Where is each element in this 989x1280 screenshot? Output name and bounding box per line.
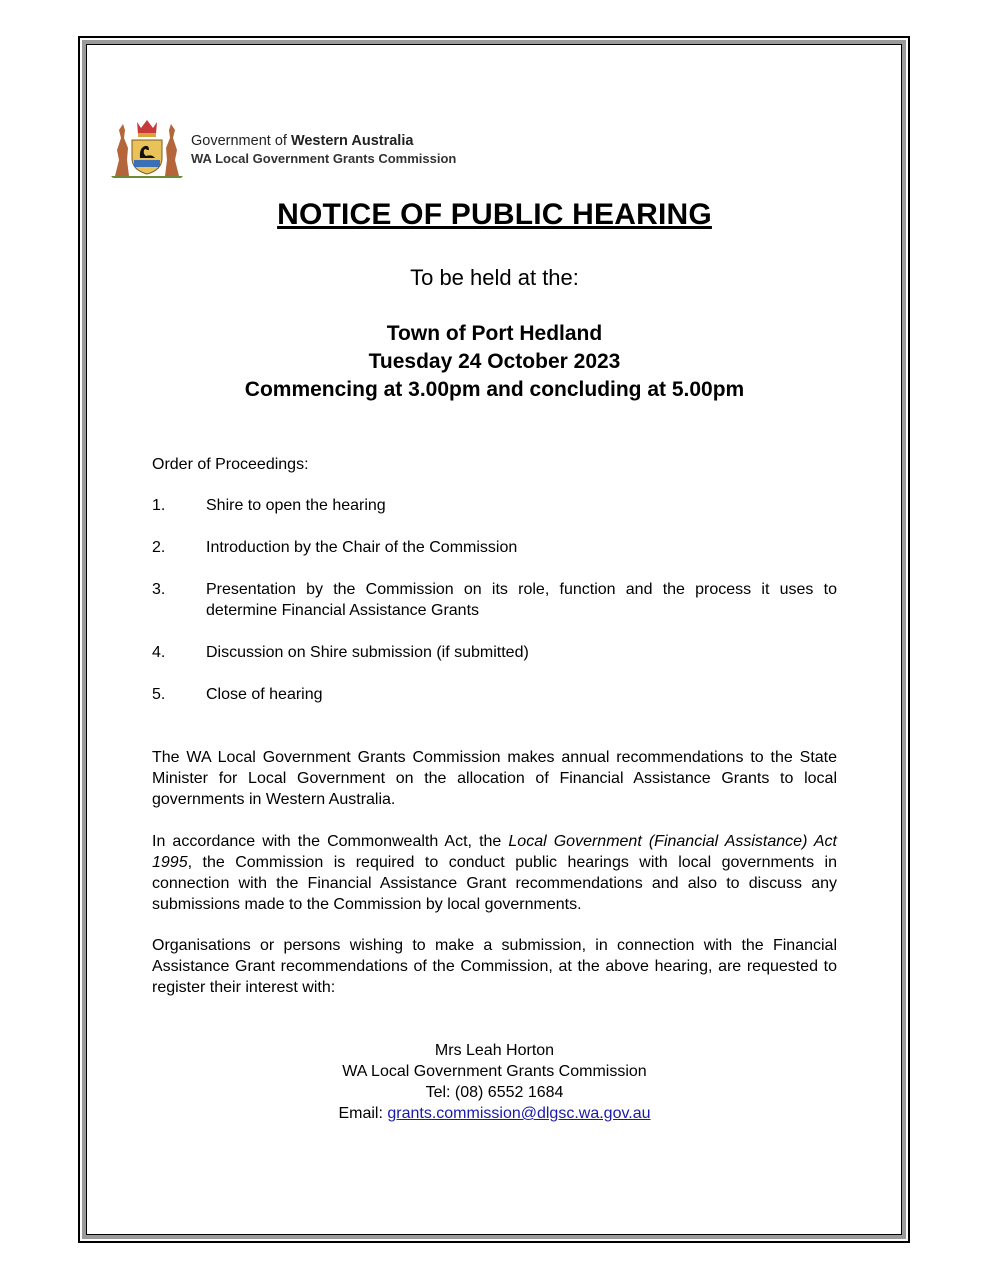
proceeding-text: Shire to open the hearing bbox=[206, 497, 386, 514]
proceeding-text: Discussion on Shire submission (if submitted) bbox=[206, 644, 529, 661]
legislation-text-start: In accordance with the Commonwealth Act, the bbox=[152, 833, 509, 850]
contact-email-line bbox=[0, 1103, 989, 1124]
proceeding-number: 1. bbox=[152, 497, 166, 514]
proceeding-item bbox=[152, 642, 837, 663]
hearing-date: Tuesday 24 October 2023 bbox=[368, 350, 621, 373]
hearing-details bbox=[0, 320, 989, 404]
government-name bbox=[191, 132, 456, 167]
contact-phone: Tel: (08) 6552 1684 bbox=[425, 1084, 564, 1101]
hearing-place: Town of Port Hedland bbox=[386, 322, 603, 345]
government-prefix: Government of bbox=[191, 133, 291, 149]
contact-block bbox=[0, 1040, 989, 1124]
notice-title: NOTICE OF PUBLIC HEARING bbox=[277, 198, 712, 231]
held-at-label: To be held at the: bbox=[410, 265, 579, 290]
state-name: Western Australia bbox=[290, 133, 414, 149]
proceeding-number: 5. bbox=[152, 686, 166, 703]
submission-paragraph: Organisations or persons wishing to make a submission, in connection with the Financial Assistance Grant recommendations of the Commission, at the above hearing, are requested to register their interest with: bbox=[152, 937, 837, 996]
proceeding-item bbox=[152, 579, 837, 621]
legislation-text-end: , the Commission is required to conduct public hearings with local governments in connection with the Financial Assistance Grant recommendations and also to discuss any submissions made to the Commission by local governments. bbox=[152, 854, 837, 913]
email-link[interactable]: grants.commission@dlgsc.wa.gov.au bbox=[387, 1105, 651, 1122]
commission-role-paragraph: The WA Local Government Grants Commission makes annual recommendations to the State Minister for Local Government on the allocation of Financial Assistance Grants to local governments in Western Australia. bbox=[152, 749, 837, 808]
commission-name: WA Local Government Grants Commission bbox=[191, 151, 457, 166]
order-of-proceedings-heading: Order of Proceedings: bbox=[152, 456, 309, 473]
proceeding-text: Presentation by the Commission on its role, function and the process it uses to determine Financial Assistance Grants bbox=[206, 581, 837, 619]
proceeding-item bbox=[152, 537, 837, 558]
proceeding-number: 3. bbox=[152, 581, 166, 598]
legislation-paragraph bbox=[152, 831, 837, 915]
proceeding-number: 2. bbox=[152, 539, 166, 556]
contact-name: Mrs Leah Horton bbox=[434, 1042, 555, 1059]
email-label: Email: bbox=[338, 1105, 388, 1122]
proceeding-number: 4. bbox=[152, 644, 166, 661]
wa-coat-of-arms-icon bbox=[107, 114, 187, 180]
government-line bbox=[191, 132, 456, 150]
proceeding-text: Introduction by the Chair of the Commission bbox=[206, 539, 518, 556]
contact-organisation: WA Local Government Grants Commission bbox=[342, 1063, 647, 1080]
hearing-time: Commencing at 3.00pm and concluding at 5.00pm bbox=[244, 378, 745, 401]
proceeding-item bbox=[152, 495, 837, 516]
proceeding-text: Close of hearing bbox=[206, 686, 323, 703]
proceeding-item bbox=[152, 684, 837, 705]
act-name: Local Government (Financial Assistance) Act 1995 bbox=[152, 833, 838, 871]
